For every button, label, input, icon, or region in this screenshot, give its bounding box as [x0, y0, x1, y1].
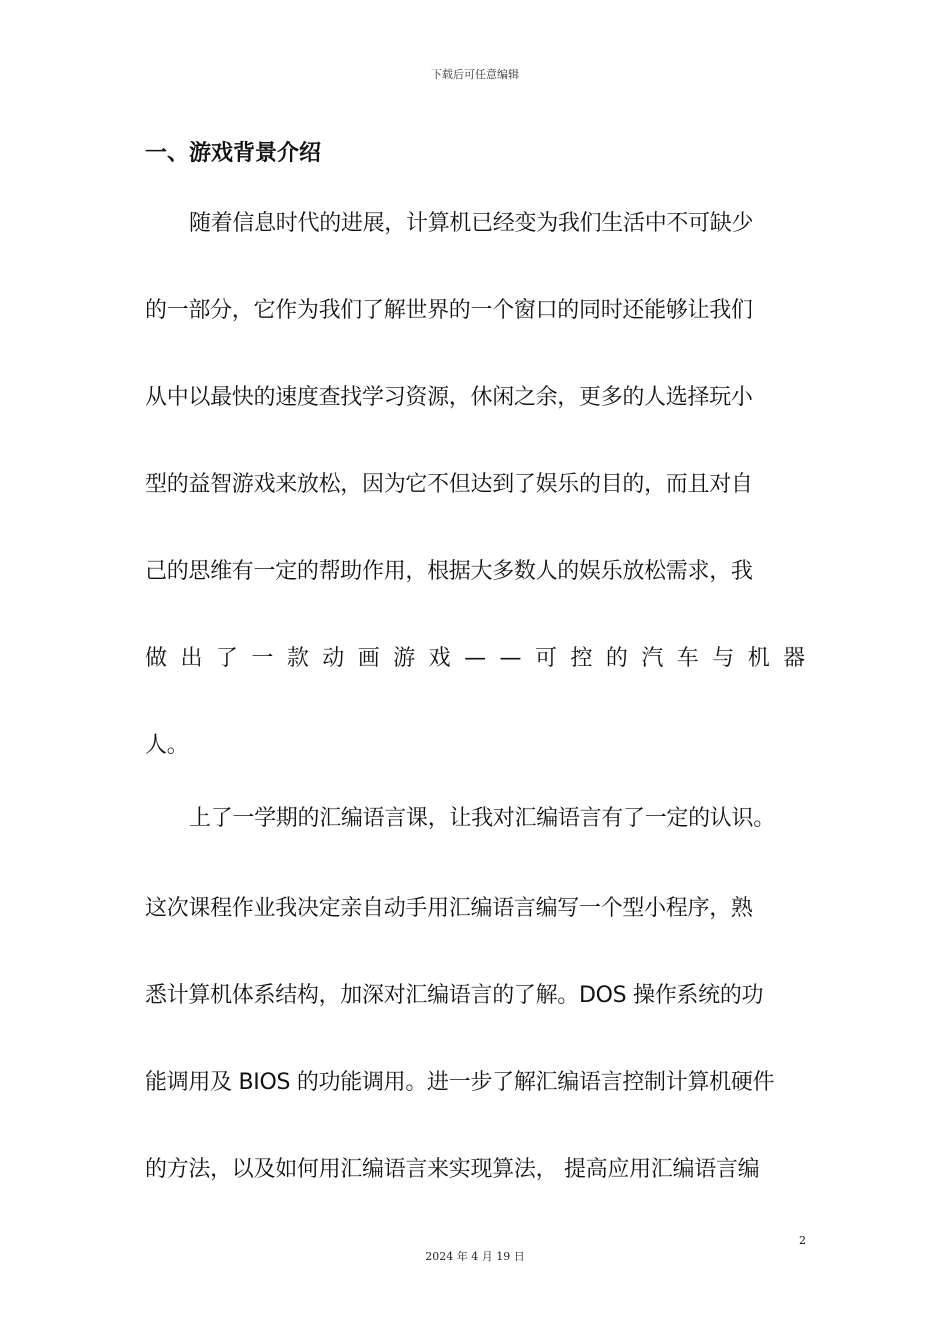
justified-glyph: 了: [215, 646, 238, 671]
justified-glyph: 做: [145, 646, 167, 671]
justified-glyph: 出: [180, 646, 203, 671]
paragraph-line: 能调用及 BIOS 的功能调用。进一步了解汇编语言控制计算机硬件: [145, 1070, 775, 1095]
justified-glyph: 控: [570, 646, 593, 671]
paragraph-line-justified: [145, 644, 805, 674]
justified-glyph: 的: [605, 646, 628, 671]
justified-glyph: 戏: [428, 646, 451, 671]
page-number: 2: [799, 1234, 806, 1247]
paragraph-line: 型的益智游戏来放松，因为它不但达到了娱乐的目的，而且对自: [145, 472, 753, 497]
justified-glyph: 画: [357, 646, 380, 671]
justified-glyph: 可: [534, 646, 557, 671]
footer-date: 2024 年 4 月 19 日: [425, 1250, 525, 1263]
paragraph-line: 悉计算机体系结构，加深对汇编语言的了解。DOS 操作系统的功: [145, 983, 764, 1008]
justified-glyph: —: [499, 646, 522, 671]
justified-glyph: 与: [712, 646, 734, 671]
paragraph-line: 的方法，以及如何用汇编语言来实现算法， 提高应用汇编语言编: [145, 1157, 760, 1182]
justified-glyph: 车: [676, 646, 699, 671]
justified-glyph: 汽: [641, 646, 664, 671]
justified-glyph: 款: [286, 646, 309, 671]
page-header: 下载后可任意编辑: [431, 68, 519, 81]
justified-glyph: 游: [393, 646, 415, 671]
paragraph-line: 从中以最快的速度查找学习资源，休闲之余，更多的人选择玩小: [145, 385, 753, 410]
justified-glyph: —: [464, 646, 486, 671]
justified-glyph: 一: [251, 646, 274, 671]
justified-glyph: 器: [783, 646, 805, 671]
justified-glyph: 动: [322, 646, 344, 671]
paragraph-line: 的一部分，它作为我们了解世界的一个窗口的同时还能够让我们: [145, 298, 753, 323]
paragraph-line: 这次课程作业我决定亲自动手用汇编语言编写一个型小程序，熟: [145, 896, 753, 921]
paragraph-line: 随着信息时代的进展，计算机已经变为我们生活中不可缺少: [189, 211, 754, 236]
justified-glyph: 机: [747, 646, 770, 671]
section-heading: 一、游戏背景介绍: [145, 141, 322, 166]
paragraph-line: 己的思维有一定的帮助作用，根据大多数人的娱乐放松需求，我: [145, 559, 753, 584]
paragraph-line: 人。: [145, 733, 189, 758]
paragraph-line: 上了一学期的汇编语言课，让我对汇编语言有了一定的认识。: [189, 806, 775, 831]
